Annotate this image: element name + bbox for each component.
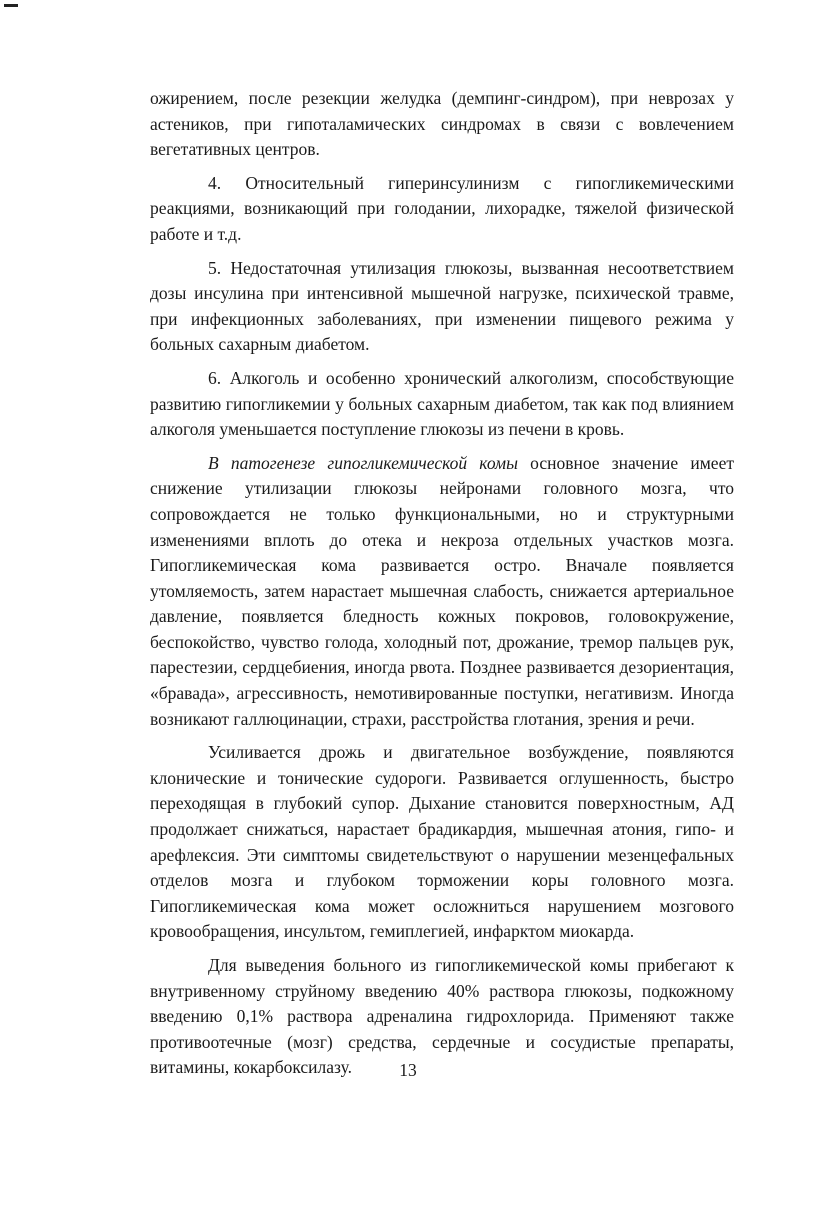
pathogenesis-body: основное значение имеет снижение утилизации глюкозы нейронами головного мозга, что сопровождается не только функциональными, но и структурными изменениями вплоть до отека и некроза отдельных участков мозга. Гипогликемическая кома развивается остро. Вначале появляется утомляемость, затем нарастает мышечная слабость, снижается артериальное давление, появляется бледность кожных покровов, головокружение, беспокойство, чувство голода, холодный пот, дрожание, тремор пальцев рук, парестезии, сердцебиения, иногда рвота. Позднее развивается дезориентация, «бравада», агрессивность, немотивированные поступки, негативизм. Иногда возникают галлюцинации, страхи, расстройства глотания, зрения и речи. [150, 452, 734, 729]
paragraph-item-4: 4. Относительный гиперинсулинизм с гипогликемическими реакциями, возникающий при голодании, лихорадке, тяжелой физической работе и т.д. [150, 172, 734, 244]
pathogenesis-lead-in: В патогенезе гипогликемической комы [208, 452, 518, 473]
paragraph-pathogenesis [150, 451, 734, 733]
paragraph-continuation: ожирением, после резекции желудка (демпинг-синдром), при неврозах у астеников, при гипоталамических синдромах в связи с вовлечением вегетативных центров. [150, 88, 734, 160]
paragraph-item-5: 5. Недостаточная утилизация глюкозы, вызванная несоответствием дозы инсулина при интенсивной мышечной нагрузке, психической травме, при инфекционных заболеваниях, при изменении пищевого режима у больных сахарным диабетом. [150, 257, 734, 355]
paragraph-symptoms: Усиливается дрожь и двигательное возбуждение, появляются клонические и тонические судороги. Развивается оглушенность, быстро переходящая в глубокий супор. Дыхание становится поверхностным, АД продолжает снижаться, нарастает брадикардия, мышечная атония, гипо- и арефлексия. Эти симптомы свидетельствуют о нарушении мезенцефальных отделов мозга и глубоком торможении коры головного мозга. Гипогликемическая кома может осложниться нарушением мозгового кровообращения, инсультом, гемиплегией, инфарктом миокарда. [150, 742, 734, 942]
document-page [150, 86, 734, 1081]
paragraph-treatment: Для выведения больного из гипогликемической комы прибегают к внутривенному струйному введению 40% раствора глюкозы, подкожному введению 0,1% раствора адреналина гидрохлорида. Применяют также противоотечные (мозг) средства, сердечные и сосудистые препараты, витамины, кокарбоксилазу. [150, 955, 734, 1078]
page-number: 13 [399, 1060, 417, 1080]
paragraph-item-6: 6. Алкоголь и особенно хронический алкоголизм, способствующие развитию гипогликемии у больных сахарным диабетом, так как под влиянием алкоголя уменьшается поступление глюкозы из печени в кровь. [150, 367, 734, 440]
scan-corner-mark [4, 4, 18, 7]
